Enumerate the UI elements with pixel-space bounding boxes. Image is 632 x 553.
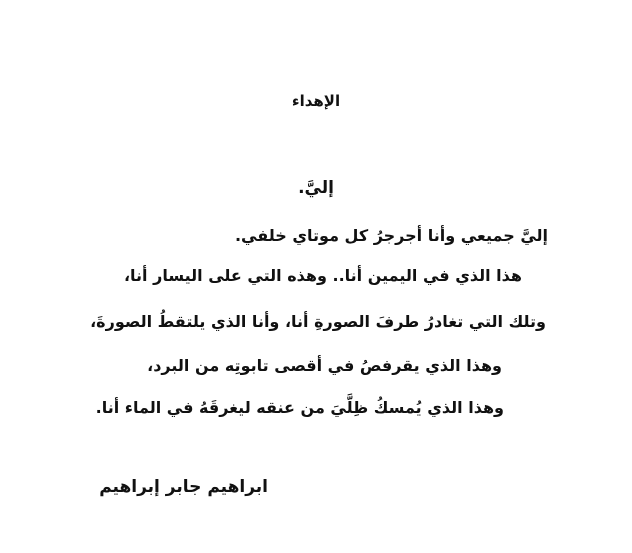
page-title: الإهداء [291, 92, 341, 110]
verse-line: وتلك التي تغادرُ طرفَ الصورةِ أنا، وأنا الذي يلتقطُ الصورةَ، [90, 312, 546, 331]
verse-line: إليَّ جميعي وأنا أجرجرُ كل موتاي خلفي. [234, 226, 548, 245]
author-signature: ابراهيم جابر إبراهيم [99, 477, 268, 497]
verse-line: هذا الذي في اليمين أنا.. وهذه التي على اليسار أنا، [123, 266, 522, 285]
verse-line: وهذا الذي يقرفصُ في أقصى تابوتِه من البرد، [147, 356, 502, 375]
verse-line: وهذا الذي يُمسكُ ظِلَّيَ من عنقه ليغرقَهُ في الماء أنا. [95, 398, 504, 417]
dedication-line: إليَّ. [298, 178, 334, 198]
